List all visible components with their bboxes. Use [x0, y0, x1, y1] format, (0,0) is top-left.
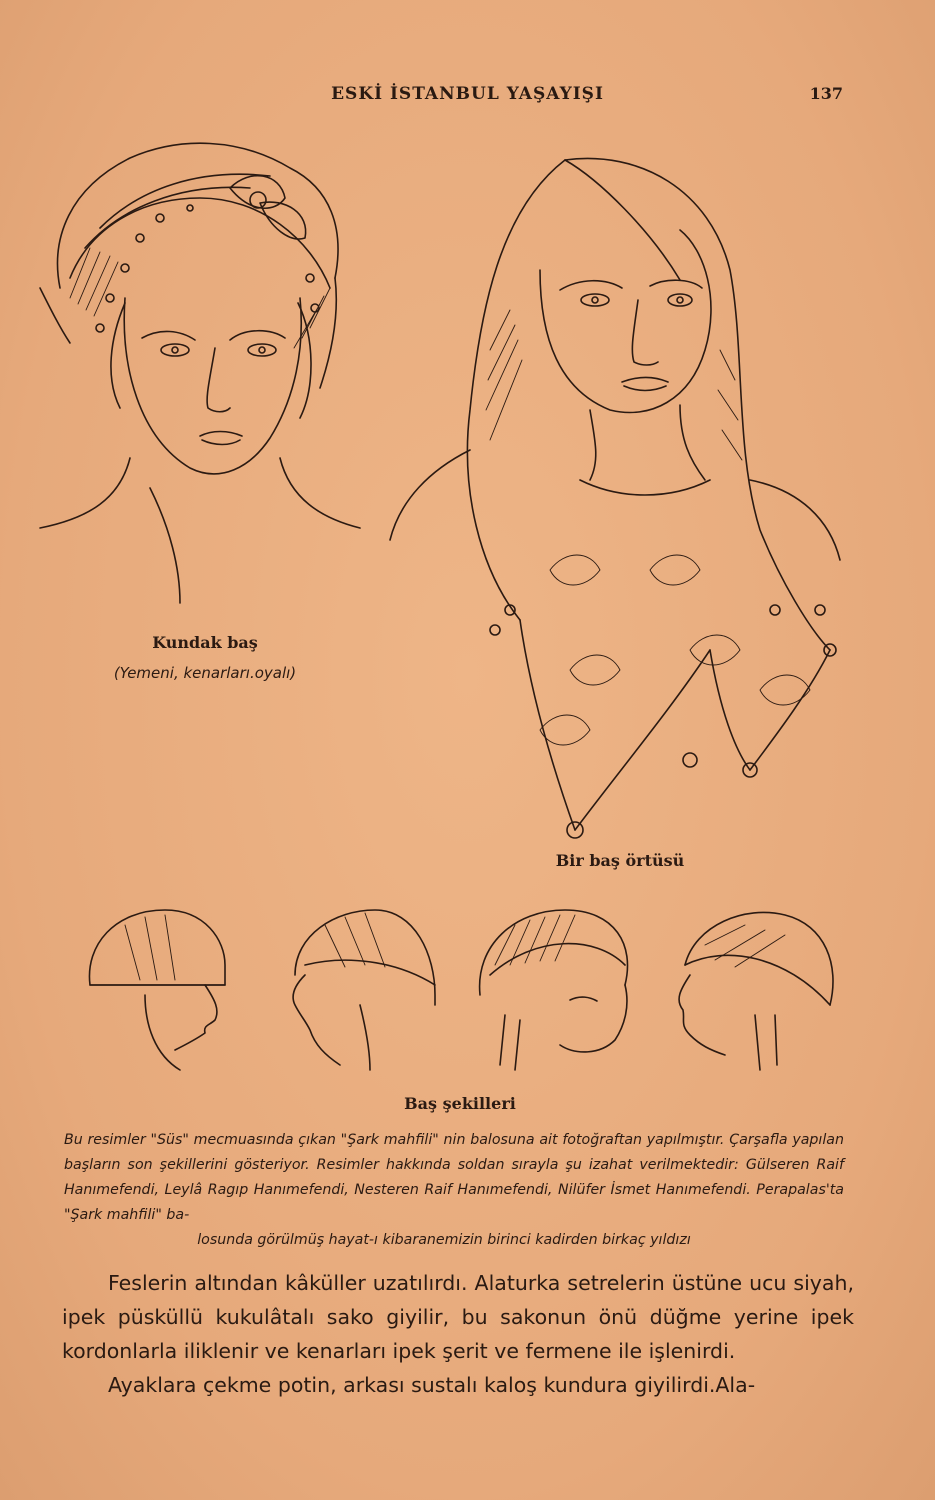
illustration-kundak-bas: [30, 128, 360, 608]
profile-3: [480, 910, 628, 1070]
subcaption-kundak-bas: (Yemeni, kenarları.oyalı): [113, 664, 297, 682]
note-last-line: losunda görülmüş hayat-ı kibaranemizin birinci kadirden birkaç yıldızı: [197, 1232, 691, 1248]
profile-4: [679, 912, 833, 1070]
page-number: 137: [809, 84, 843, 103]
caption-bas-sekilleri: Baş şekilleri: [404, 1094, 516, 1113]
illustration-bas-sekilleri: [85, 905, 845, 1075]
caption-bas-ortusu: Bir baş örtüsü: [555, 851, 685, 870]
profile-1: [89, 910, 225, 1070]
illustration-bas-ortusu: [390, 150, 850, 850]
figure-note: [64, 1128, 844, 1253]
body-paragraph-1: Feslerin altından kâküller uzatılırdı. Alaturka setrelerin üstüne ucu siyah, ipek püsküllü kukulâtalı sako giyilir, bu sakonun önü düğme yerine ipek kordonlarla iliklenir ve kenarları ipek şerit ve fermene ile işlenirdi.: [62, 1271, 854, 1363]
body-text: [62, 1266, 854, 1402]
body-paragraph-2: Ayaklara çekme potin, arkası sustalı kaloş kundura giyilirdi.Ala-: [108, 1373, 756, 1397]
profile-2: [293, 910, 435, 1070]
running-header: ESKİ İSTANBUL YAŞAYIŞI: [331, 84, 604, 104]
note-text: Bu resimler "Süs" mecmuasında çıkan "Şark mahfili" nin balosuna ait fotoğraftan yapılmıştır. Çarşafla yapılan başların son şekillerini gösteriyor. Resimler hakkında soldan sırayla şu izahat verilmektedir: Gülseren Raif Hanımefendi, Leylâ Ragıp Hanımefendi, Nesteren Raif Hanımefendi, Nilüfer İsmet Hanımefendi. Perapalas'ta "Şark mahfili" ba-: [64, 1132, 844, 1223]
caption-kundak-bas: Kundak baş: [152, 633, 258, 652]
